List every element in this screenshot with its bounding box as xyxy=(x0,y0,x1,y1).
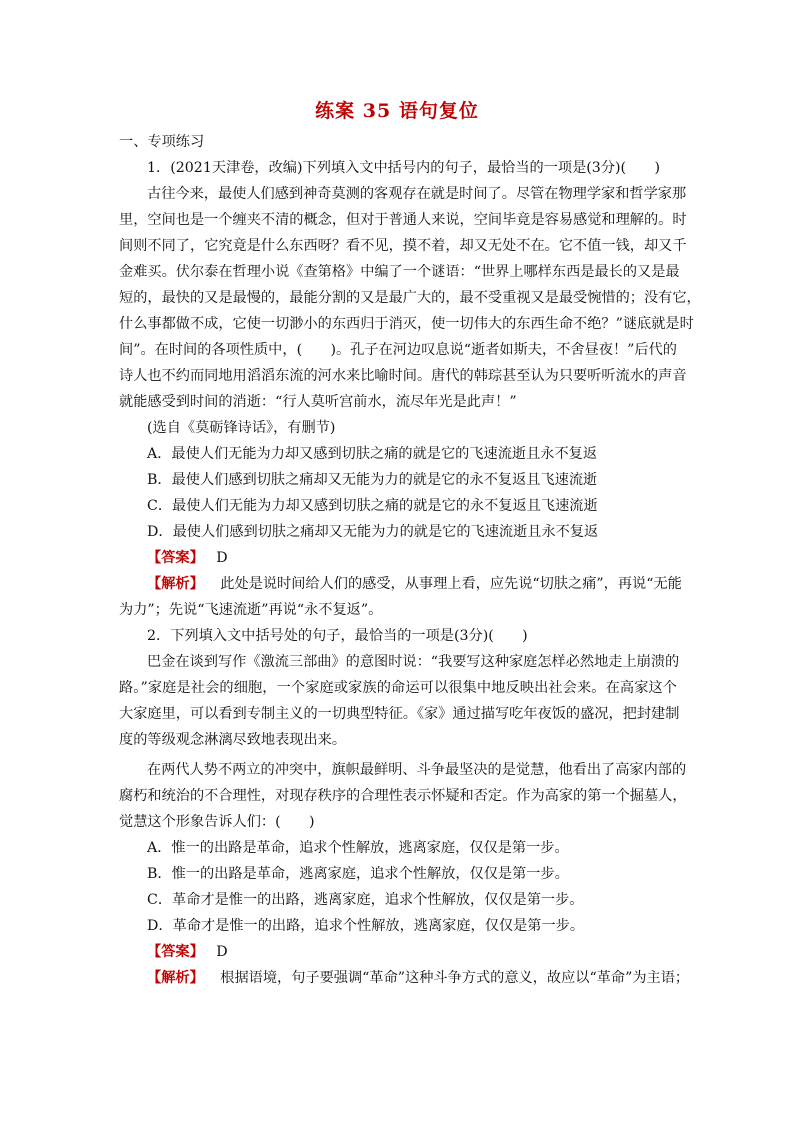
analysis-text: 根据语境，句子要强调“革命”这种斗争方式的意义，故应以“革命”为主语； xyxy=(220,970,690,986)
q2-option-b: B．惟一的出路是革命，逃离家庭，追求个性解放，仅仅是第一步。 xyxy=(147,866,569,882)
q2-passage2-line: 觉慧这个形象告诉人们：( ) xyxy=(119,814,315,830)
q2-passage2-line: 腐朽和统治的不合理性，对现存秩序的合理性表示怀疑和否定。作为高家的第一个掘墓人， xyxy=(119,788,687,804)
answer-label: 【答案】 xyxy=(147,944,204,960)
q1-passage-line: 就能感受到时间的消逝：“行人莫听宫前水，流尽年光是此声！” xyxy=(119,394,517,410)
answer-value: D xyxy=(216,550,228,566)
q1-source: (选自《莫砺锋诗话》，有删节) xyxy=(147,420,336,436)
q2-passage-line: 度的等级观念淋漓尽致地表现出来。 xyxy=(119,732,347,748)
q1-answer-row xyxy=(147,548,228,568)
q1-analysis-row xyxy=(147,574,682,594)
q2-option-a: A．惟一的出路是革命，追求个性解放，逃离家庭，仅仅是第一步。 xyxy=(147,840,569,856)
q1-passage-line: 金难买。伏尔泰在哲理小说《查第格》中编了一个谜语：“世界上哪样东西是最长的又是最 xyxy=(119,264,680,280)
q1-passage-line: 诗人也不约而同地用滔滔东流的河水来比喻时间。唐代的韩琮甚至认为只要听听流水的声音 xyxy=(119,368,687,384)
q1-passage-line: 古往今来，最使人们感到神奇莫测的客观存在就是时间了。尽管在物理学家和哲学家那 xyxy=(147,186,687,202)
q2-passage-line: 路。”家庭是社会的细胞，一个家庭或家族的命运可以很集中地反映出社会来。在高家这个 xyxy=(119,680,677,696)
q1-option-b: B．最使人们感到切肤之痛却又无能为力的就是它的永不复返且飞速流逝 xyxy=(147,472,598,488)
q2-passage-line: 大家庭里，可以看到专制主义的一切典型特征。《家》通过描写吃年夜饭的盛况，把封建制 xyxy=(119,706,680,722)
q2-option-d: D．革命才是惟一的出路，追求个性解放，逃离家庭，仅仅是第一步。 xyxy=(147,918,585,934)
q1-option-d: D．最使人们感到切肤之痛却又无能为力的就是它的飞速流逝且永不复返 xyxy=(147,524,599,540)
analysis-text: 此处是说时间给人们的感受，从事理上看，应先说“切肤之痛”，再说“无能 xyxy=(220,576,682,592)
answer-value: D xyxy=(216,944,228,960)
page-title: 练案 35 语句复位 xyxy=(315,100,479,122)
q2-passage-line: 巴金在谈到写作《激流三部曲》的意图时说：“我要写这种家庭怎样必然地走上崩溃的 xyxy=(147,654,680,670)
analysis-label: 【解析】 xyxy=(147,970,204,986)
q2-answer-row xyxy=(147,942,228,962)
q2-option-c: C．革命才是惟一的出路，逃离家庭，追求个性解放，仅仅是第一步。 xyxy=(147,892,584,908)
q1-passage-line: 间则不同了，它究竟是什么东西呀？看不见，摸不着，却又无处不在。它不值一钱，却又千 xyxy=(119,238,687,254)
q1-passage-line: 什么事都做不成，它使一切渺小的东西归于消灭，使一切伟大的东西生命不绝？”谜底就是时 xyxy=(119,316,694,332)
q1-stem: 1．(2021天津卷，改编)下列填入文中括号内的句子，最恰当的一项是(3分)( ) xyxy=(147,160,660,176)
q2-analysis-row xyxy=(147,968,689,988)
q1-analysis-line: 为力”；先说“飞速流逝”再说“永不复返”。 xyxy=(119,602,383,618)
q1-option-c: C．最使人们无能为力却又感到切肤之痛的就是它的永不复返且飞速流逝 xyxy=(147,498,598,514)
q1-passage-line: 间”。在时间的各项性质中，( )。孔子在河边叹息说“逝者如斯夫，不舍昼夜！”后代的 xyxy=(119,342,677,358)
answer-label: 【答案】 xyxy=(147,550,204,566)
analysis-label: 【解析】 xyxy=(147,576,204,592)
section-heading: 一、专项练习 xyxy=(119,134,205,150)
q1-passage-line: 短的，最快的又是最慢的，最能分割的又是最广大的，最不受重视又是最受惋惜的；没有它， xyxy=(119,290,701,306)
q1-passage-line: 里，空间也是一个缠夹不清的概念，但对于普通人来说，空间毕竟是容易感觉和理解的。时 xyxy=(119,212,687,228)
q1-option-a: A．最使人们无能为力却又感到切肤之痛的就是它的飞速流逝且永不复返 xyxy=(147,446,598,462)
q2-stem: 2．下列填入文中括号处的句子，最恰当的一项是(3分)( ) xyxy=(147,628,528,644)
q2-passage2-line: 在两代人势不两立的冲突中，旗帜最鲜明、斗争最坚决的是觉慧，他看出了高家内部的 xyxy=(147,762,687,778)
